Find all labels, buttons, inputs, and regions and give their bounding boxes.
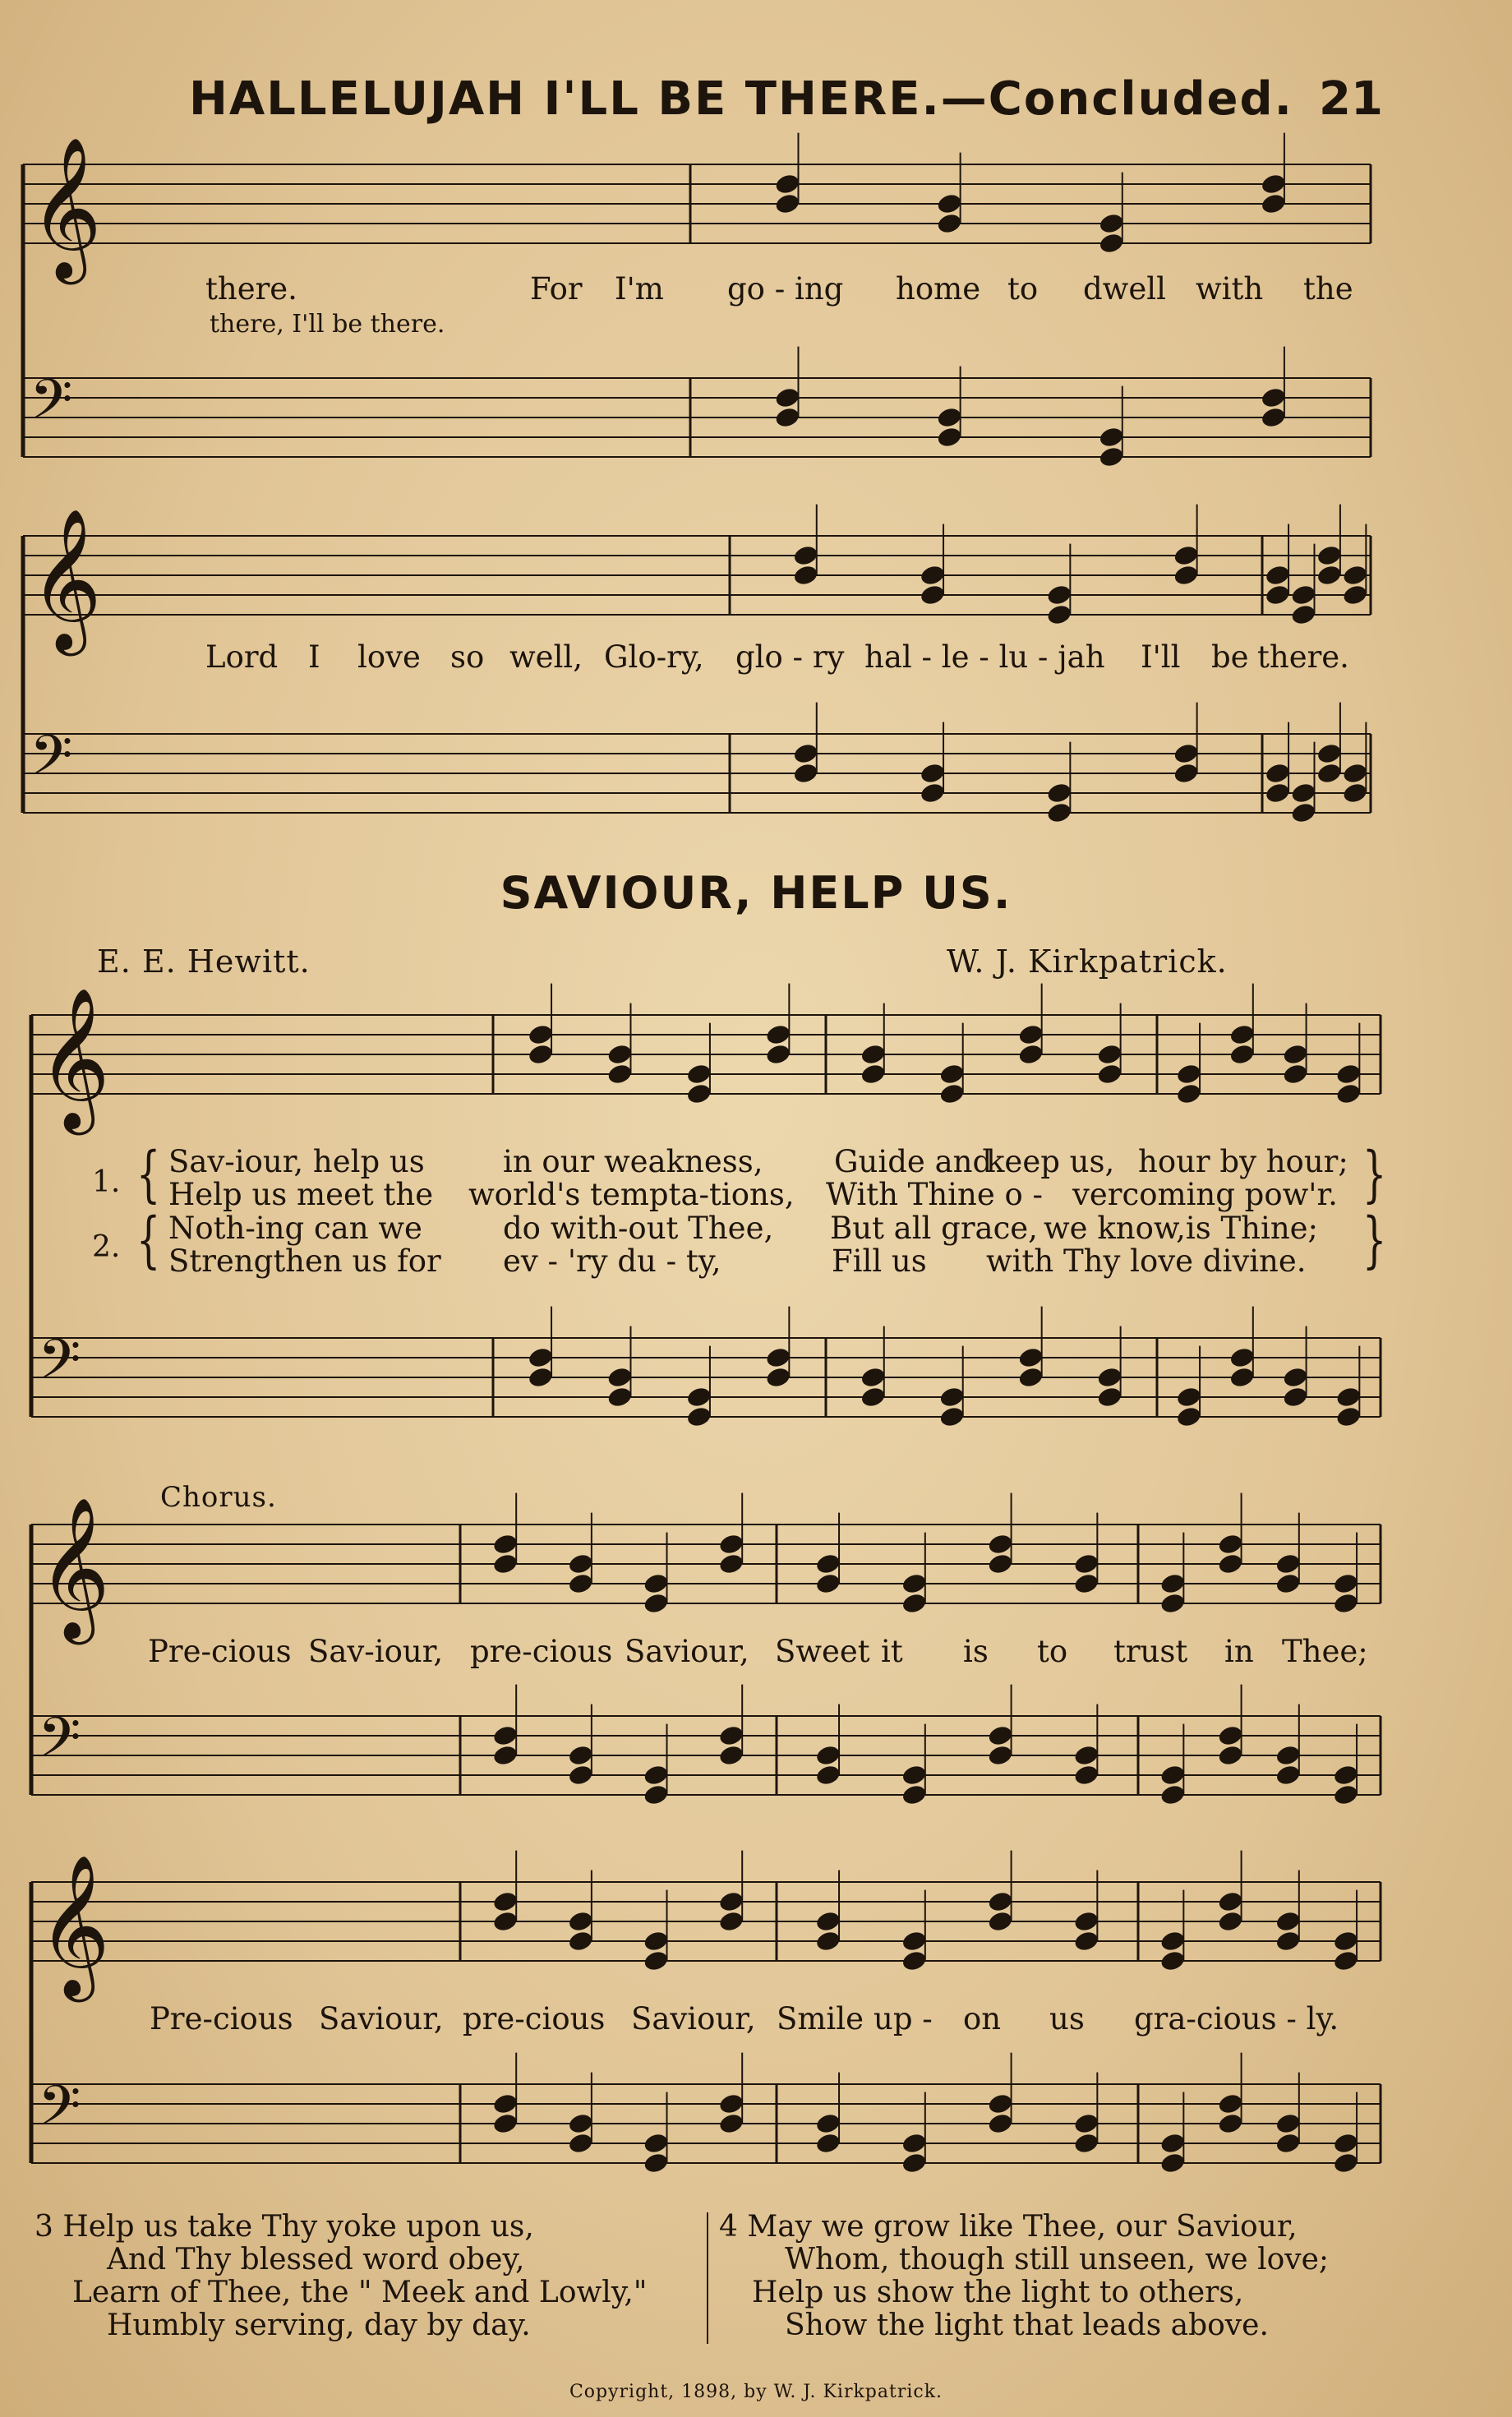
- note-head: [765, 1043, 792, 1066]
- note-head: [1290, 603, 1317, 626]
- note-head: [1217, 2092, 1244, 2115]
- bass-clef-icon: 𝄢: [30, 367, 73, 446]
- note-head: [919, 564, 946, 587]
- note-head: [1217, 1910, 1244, 1933]
- note-head: [643, 1764, 670, 1787]
- note-head: [901, 2152, 928, 2175]
- chorus-word: Sweet: [775, 1634, 870, 1669]
- note-head: [1096, 1043, 1123, 1066]
- note-head: [1316, 742, 1343, 765]
- verse-brace-right: }: [1362, 1204, 1387, 1275]
- note-head: [1332, 1592, 1359, 1615]
- note-head: [792, 742, 819, 765]
- note-head: [491, 1552, 519, 1575]
- bass-clef-icon: 𝄢: [38, 2073, 81, 2152]
- note-head: [814, 1910, 841, 1933]
- note-head: [1173, 564, 1200, 587]
- lyric-word: so: [450, 639, 485, 675]
- note-head: [491, 1910, 519, 1933]
- note-head: [643, 1949, 670, 1972]
- note-head: [1275, 2112, 1302, 2135]
- note-head: [1316, 564, 1343, 587]
- note-head: [567, 1930, 594, 1953]
- lyric-word: hal - le - lu - jah: [864, 639, 1105, 675]
- note-head: [717, 1533, 744, 1556]
- verse-number: 2.: [92, 1230, 121, 1264]
- note-head: [1228, 1023, 1256, 1046]
- note-head: [1275, 1572, 1302, 1595]
- lyric-word: Glo-ry,: [604, 639, 704, 675]
- note-head: [1073, 2112, 1100, 2135]
- verse-fragment: with Thy love divine.: [986, 1243, 1307, 1279]
- chorus-word: pre-cious: [463, 2001, 606, 2036]
- lyric-word: there.: [1257, 639, 1349, 675]
- verse-brace-left: {: [136, 1204, 161, 1275]
- note-head: [1217, 1724, 1244, 1747]
- note-head: [860, 1043, 887, 1066]
- note-head: [1175, 1063, 1202, 1086]
- note-head: [774, 386, 801, 409]
- verse-fragment: Sav-iour, help us: [168, 1144, 425, 1179]
- note-head: [987, 2092, 1014, 2115]
- note-head: [987, 1910, 1014, 1933]
- note-head: [938, 1405, 966, 1428]
- note-head: [1228, 1366, 1256, 1389]
- lyric-word: I: [308, 639, 320, 675]
- stanza-4-line: Help us show the light to others,: [752, 2276, 1244, 2309]
- note-head: [1073, 1930, 1100, 1953]
- note-head: [814, 1744, 841, 1767]
- verse-brace-right: }: [1362, 1138, 1387, 1210]
- note-head: [717, 1552, 744, 1575]
- lyric-word: Lord: [205, 639, 279, 675]
- note-head: [919, 782, 946, 805]
- note-head: [527, 1366, 554, 1389]
- note-head: [1335, 1082, 1362, 1105]
- note-head: [717, 2092, 744, 2115]
- note-head: [717, 1890, 744, 1913]
- note-head: [685, 1405, 712, 1428]
- note-head: [814, 1552, 841, 1575]
- note-head: [814, 1764, 841, 1787]
- note-head: [1282, 1366, 1309, 1389]
- note-head: [1228, 1043, 1256, 1066]
- note-head: [901, 1930, 928, 1953]
- treble-clef-icon: 𝄞: [38, 1854, 110, 1997]
- note-head: [1275, 1910, 1302, 1933]
- note-head: [717, 1744, 744, 1767]
- chorus-word: Thee;: [1282, 1634, 1368, 1669]
- note-head: [1217, 2112, 1244, 2135]
- note-head: [1046, 801, 1073, 824]
- note-head: [1017, 1043, 1044, 1066]
- note-head: [606, 1386, 634, 1409]
- note-head: [987, 1744, 1014, 1767]
- note-head: [1159, 1572, 1187, 1595]
- lyric-word: go - ing: [727, 271, 844, 307]
- note-head: [1264, 762, 1291, 785]
- note-head: [1275, 1744, 1302, 1767]
- note-head: [901, 1783, 928, 1806]
- note-head: [1017, 1366, 1044, 1389]
- stanza-3-line: Humbly serving, day by day.: [107, 2309, 531, 2342]
- note-head: [765, 1366, 792, 1389]
- song-title: SAVIOUR, HELP US.: [500, 867, 1012, 919]
- note-head: [1264, 782, 1291, 805]
- note-head: [987, 1552, 1014, 1575]
- note-head: [1332, 1949, 1359, 1972]
- lyric-word: to: [1007, 271, 1039, 307]
- note-head: [1173, 544, 1200, 567]
- note-head: [1073, 1552, 1100, 1575]
- note-head: [1335, 1063, 1362, 1086]
- note-head: [1175, 1386, 1202, 1409]
- note-head: [1073, 1744, 1100, 1767]
- verse-fragment: But all grace,: [830, 1211, 1038, 1246]
- note-head: [1073, 1572, 1100, 1595]
- note-head: [1332, 1572, 1359, 1595]
- note-head: [1316, 544, 1343, 567]
- note-head: [1159, 1783, 1187, 1806]
- note-head: [606, 1043, 634, 1066]
- verse-brace-left: {: [136, 1138, 161, 1210]
- note-head: [685, 1386, 712, 1409]
- lyric-word: well,: [509, 639, 583, 675]
- lyric-word: be: [1211, 639, 1249, 675]
- stanza-4-line: 4 May we grow like Thee, our Saviour,: [719, 2210, 1298, 2244]
- note-head: [1332, 1930, 1359, 1953]
- note-head: [1173, 742, 1200, 765]
- note-head: [1275, 1552, 1302, 1575]
- chorus-word: it: [881, 1634, 903, 1669]
- verse-fragment: keep us,: [986, 1144, 1115, 1179]
- note-head: [1159, 1930, 1187, 1953]
- note-head: [792, 762, 819, 785]
- verse-fragment: Fill us: [832, 1243, 927, 1279]
- note-head: [1335, 1405, 1362, 1428]
- page-header-title: HALLELUJAH I'LL BE THERE.—Concluded.: [189, 72, 1293, 126]
- note-head: [938, 1386, 966, 1409]
- stanza-3-line: And Thy blessed word obey,: [107, 2243, 525, 2276]
- alternate-lyric: there, I'll be there.: [210, 310, 445, 339]
- note-head: [567, 2112, 594, 2135]
- note-head: [814, 2132, 841, 2155]
- chorus-word: Pre-cious: [148, 1634, 292, 1669]
- note-head: [1217, 1533, 1244, 1556]
- stanza-4-line: Whom, though still unseen, we love;: [785, 2243, 1330, 2276]
- note-head: [792, 544, 819, 567]
- note-head: [1290, 782, 1317, 805]
- note-head: [1017, 1346, 1044, 1369]
- lyric-word: glo - ry: [735, 639, 845, 675]
- chorus-word: Smile: [777, 2001, 864, 2036]
- note-head: [1332, 1783, 1359, 1806]
- chorus-word: is: [963, 1634, 989, 1669]
- treble-clef-icon: 𝄞: [30, 508, 102, 651]
- note-head: [1159, 1949, 1187, 1972]
- note-head: [1228, 1346, 1256, 1369]
- note-head: [527, 1023, 554, 1046]
- chorus-word: in: [1224, 1634, 1254, 1669]
- note-head: [1342, 583, 1369, 607]
- note-head: [643, 1783, 670, 1806]
- note-head: [987, 1890, 1014, 1913]
- note-head: [1046, 603, 1073, 626]
- note-head: [643, 2132, 670, 2155]
- note-head: [1275, 1930, 1302, 1953]
- bass-clef-icon: 𝄢: [38, 1327, 81, 1406]
- note-head: [1173, 762, 1200, 785]
- note-head: [1260, 406, 1287, 429]
- note-head: [860, 1366, 887, 1389]
- note-head: [1096, 1063, 1123, 1086]
- note-head: [901, 1949, 928, 1972]
- note-head: [774, 406, 801, 429]
- note-head: [814, 2112, 841, 2135]
- note-head: [1335, 1386, 1362, 1409]
- note-head: [1017, 1023, 1044, 1046]
- note-head: [685, 1063, 712, 1086]
- note-head: [1073, 1764, 1100, 1787]
- page-number: 21: [1319, 72, 1383, 126]
- note-head: [1332, 1764, 1359, 1787]
- verse-fragment: Help us meet the: [168, 1177, 434, 1212]
- note-head: [1342, 782, 1369, 805]
- lyric-word: For: [530, 271, 583, 307]
- note-head: [567, 1744, 594, 1767]
- note-head: [987, 2112, 1014, 2135]
- note-head: [814, 1930, 841, 1953]
- note-head: [792, 564, 819, 587]
- note-head: [1159, 1764, 1187, 1787]
- note-head: [717, 1724, 744, 1747]
- note-head: [1260, 173, 1287, 196]
- note-head: [765, 1346, 792, 1369]
- note-head: [1217, 1744, 1244, 1767]
- note-head: [1159, 2132, 1187, 2155]
- note-head: [1264, 583, 1291, 607]
- note-head: [1275, 1764, 1302, 1787]
- note-head: [1217, 1552, 1244, 1575]
- note-head: [1096, 1366, 1123, 1389]
- note-head: [1175, 1082, 1202, 1105]
- note-head: [567, 2132, 594, 2155]
- note-head: [643, 1930, 670, 1953]
- treble-clef-icon: 𝄞: [30, 136, 102, 279]
- note-head: [1159, 1592, 1187, 1615]
- note-head: [936, 426, 963, 449]
- chorus-word: Saviour,: [631, 2001, 756, 2036]
- lyric-word: the: [1303, 271, 1353, 307]
- chorus-word: pre-cious: [470, 1634, 613, 1669]
- verse-fragment: we know,is Thine;: [1044, 1211, 1319, 1246]
- note-head: [774, 173, 801, 196]
- chorus-word: us: [1049, 2001, 1085, 2036]
- treble-clef-icon: 𝄞: [38, 987, 110, 1130]
- verse-fragment: hour by hour;: [1138, 1144, 1348, 1179]
- note-head: [643, 2152, 670, 2175]
- note-head: [765, 1023, 792, 1046]
- note-head: [938, 1082, 966, 1105]
- note-head: [1073, 2132, 1100, 2155]
- note-head: [685, 1082, 712, 1105]
- verse-fragment: Strengthen us for: [168, 1243, 441, 1279]
- note-head: [606, 1063, 634, 1086]
- stanza-3-line: Learn of Thee, the " Meek and Lowly,": [72, 2276, 648, 2309]
- composer-credit: W. J. Kirkpatrick.: [947, 943, 1228, 980]
- note-head: [1342, 762, 1369, 785]
- note-head: [1290, 583, 1317, 607]
- chorus-word: Saviour,: [319, 2001, 444, 2036]
- lyric-word: I'll: [1141, 639, 1181, 675]
- note-head: [1217, 1890, 1244, 1913]
- note-head: [567, 1552, 594, 1575]
- lyric-word: I'm: [615, 271, 664, 307]
- note-head: [938, 1063, 966, 1086]
- note-head: [814, 1572, 841, 1595]
- note-head: [1316, 762, 1343, 785]
- stanza-divider: [707, 2212, 708, 2344]
- note-head: [936, 212, 963, 235]
- verse-fragment: in our weakness,: [503, 1144, 763, 1179]
- note-head: [1098, 445, 1125, 468]
- note-head: [491, 1533, 519, 1556]
- note-head: [527, 1346, 554, 1369]
- note-head: [1260, 192, 1287, 215]
- verse-fragment: With Thine o -: [826, 1177, 1044, 1212]
- note-head: [491, 1724, 519, 1747]
- lyricist-credit: E. E. Hewitt.: [97, 943, 311, 980]
- note-head: [1073, 1910, 1100, 1933]
- note-head: [1046, 782, 1073, 805]
- chorus-word: on: [963, 2001, 1002, 2036]
- bass-clef-icon: 𝄢: [30, 723, 73, 802]
- note-head: [936, 406, 963, 429]
- note-head: [1290, 801, 1317, 824]
- lyric-word: there.: [205, 271, 297, 307]
- verse-number: 1.: [92, 1165, 121, 1199]
- note-head: [567, 1910, 594, 1933]
- note-head: [1282, 1043, 1309, 1066]
- note-head: [491, 2092, 519, 2115]
- note-head: [774, 192, 801, 215]
- note-head: [1332, 2152, 1359, 2175]
- lyric-word: love: [357, 639, 421, 675]
- note-head: [1264, 564, 1291, 587]
- copyright-notice: Copyright, 1898, by W. J. Kirkpatrick.: [569, 2382, 943, 2402]
- chorus-word: Pre-cious: [150, 2001, 293, 2036]
- verse-fragment: ev - 'ry du - ty,: [503, 1243, 721, 1279]
- note-head: [901, 2132, 928, 2155]
- note-head: [717, 1910, 744, 1933]
- chorus-word: to: [1037, 1634, 1068, 1669]
- note-head: [919, 583, 946, 607]
- note-head: [491, 1890, 519, 1913]
- note-head: [1159, 2152, 1187, 2175]
- verse-fragment: do with-out Thee,: [503, 1211, 774, 1246]
- chorus-label: Chorus.: [160, 1481, 277, 1514]
- stanza-3-line: 3 Help us take Thy yoke upon us,: [35, 2210, 534, 2244]
- lyric-word: home: [896, 271, 981, 307]
- verse-fragment: vercoming pow'r.: [1072, 1177, 1338, 1212]
- note-head: [901, 1592, 928, 1615]
- note-head: [919, 762, 946, 785]
- bass-clef-icon: 𝄢: [38, 1705, 81, 1784]
- note-head: [936, 192, 963, 215]
- note-head: [491, 2112, 519, 2135]
- note-head: [1098, 426, 1125, 449]
- note-head: [860, 1063, 887, 1086]
- note-head: [987, 1724, 1014, 1747]
- note-head: [901, 1572, 928, 1595]
- note-head: [1275, 2132, 1302, 2155]
- chorus-word: up -: [874, 2001, 933, 2036]
- stanza-4-line: Show the light that leads above.: [785, 2309, 1269, 2342]
- note-head: [1046, 583, 1073, 607]
- note-head: [1332, 2132, 1359, 2155]
- note-head: [643, 1572, 670, 1595]
- lyric-word: with: [1196, 271, 1264, 307]
- note-head: [1282, 1063, 1309, 1086]
- note-head: [567, 1764, 594, 1787]
- verse-fragment: Noth-ing can we: [168, 1211, 422, 1246]
- chorus-word: Sav-iour,: [308, 1634, 444, 1669]
- note-head: [717, 2112, 744, 2135]
- note-head: [860, 1386, 887, 1409]
- note-head: [1342, 564, 1369, 587]
- verse-fragment: world's tempta-tions,: [468, 1177, 795, 1212]
- chorus-word: Saviour,: [625, 1634, 749, 1669]
- note-head: [901, 1764, 928, 1787]
- note-head: [1260, 386, 1287, 409]
- note-head: [987, 1533, 1014, 1556]
- note-head: [643, 1592, 670, 1615]
- treble-clef-icon: 𝄞: [38, 1497, 110, 1640]
- note-head: [606, 1366, 634, 1389]
- lyric-word: dwell: [1083, 271, 1166, 307]
- chorus-word: trust: [1113, 1634, 1188, 1669]
- note-head: [567, 1572, 594, 1595]
- note-head: [527, 1043, 554, 1066]
- note-head: [1096, 1386, 1123, 1409]
- note-head: [1175, 1405, 1202, 1428]
- chorus-word: gra-cious - ly.: [1134, 2001, 1339, 2036]
- verse-fragment: Guide and: [834, 1144, 993, 1179]
- note-head: [1098, 232, 1125, 255]
- note-head: [1282, 1386, 1309, 1409]
- note-head: [1098, 212, 1125, 235]
- note-head: [491, 1744, 519, 1767]
